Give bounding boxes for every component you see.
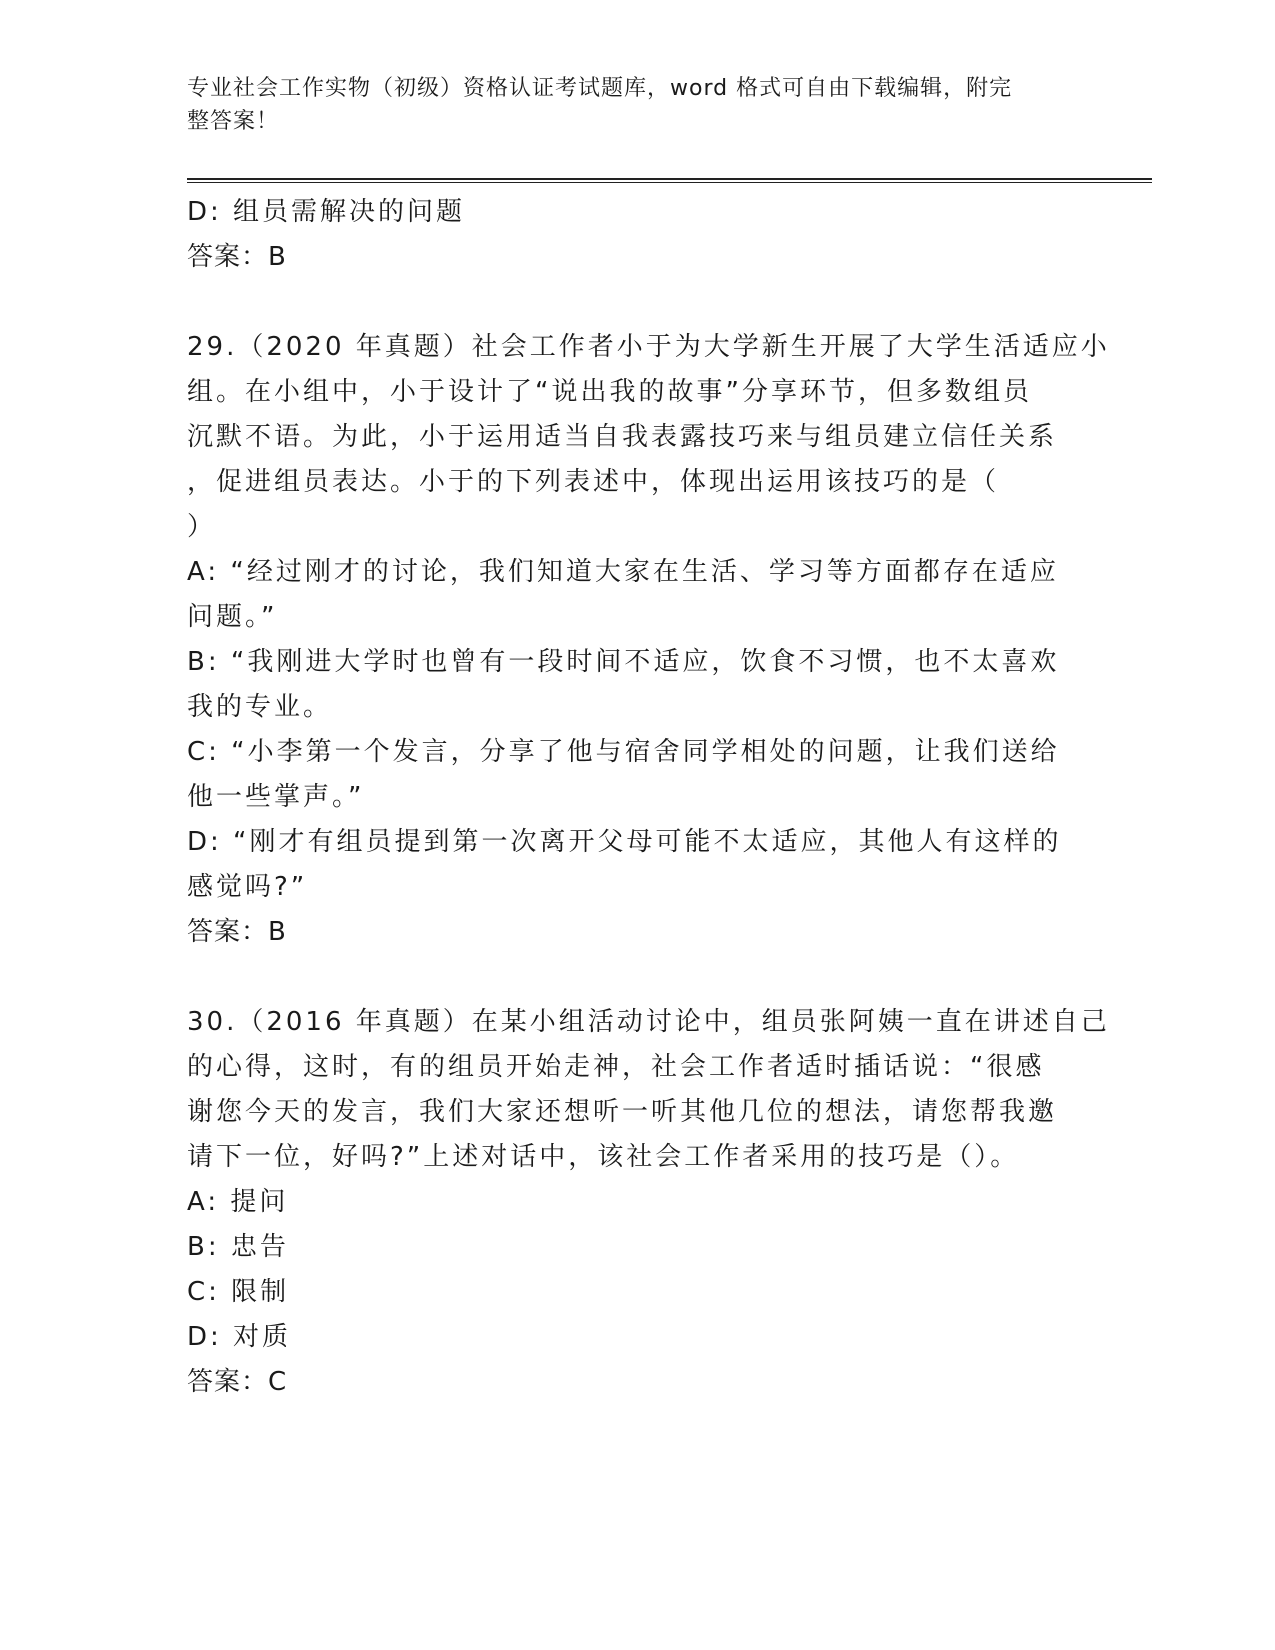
question-29-option-d [187,820,1087,910]
option-line: C: “小李第一个发言，分享了他与宿舍同学相处的问题，让我们送给 [187,737,1060,767]
question-stem-line: 谢您今天的发言，我们大家还想听一听其他几位的想法，请您帮我邀 [187,1097,1058,1127]
page-header [187,72,1067,138]
option-line: A: “经过刚才的讨论，我们知道大家在生活、学习等方面都存在适应 [187,557,1059,587]
option-line: 问题。” [187,602,278,632]
question-30-option-b: B: 忠告 [187,1232,289,1262]
question-stem-line: 沉默不语。为此，小于运用适当自我表露技巧来与组员建立信任关系 [187,422,1058,452]
document-body [187,190,1110,1405]
answer-label: 答案：B [187,917,287,947]
question-stem-line: ） [187,512,217,542]
question-30 [187,1000,1110,1405]
header-title-line-1: 专业社会工作实物（初级）资格认证考试题库，word 格式可自由下载编辑，附完 [187,76,1013,101]
option-line: B: “我刚进大学时也曾有一段时间不适应，饮食不习惯，也不太喜欢 [187,647,1060,677]
question-30-option-c: C: 限制 [187,1277,290,1307]
prev-question [187,190,1087,280]
option-line: 他一些掌声。” [187,782,365,812]
question-29-option-b [187,640,1087,730]
question-stem-line: 29.（2020 年真题）社会工作者小于为大学新生开展了大学生活适应小 [187,332,1110,362]
question-stem-line: 的心得，这时，有的组员开始走神，社会工作者适时插话说：“很感 [187,1052,1045,1082]
question-stem-line: 组。在小组中，小于设计了“说出我的故事”分享环节，但多数组员 [187,377,1032,407]
question-29 [187,325,1110,955]
header-title-line-2: 整答案！ [187,109,280,134]
header-divider [187,178,1152,183]
spacer [187,280,1087,325]
spacer [187,955,1087,1000]
question-stem-line: ，促进组员表达。小于的下列表述中，体现出运用该技巧的是（ [187,467,1000,497]
question-30-option-a: A: 提问 [187,1187,289,1217]
question-30-stem [187,1000,1110,1180]
question-stem-line: 请下一位，好吗?”上述对话中，该社会工作者采用的技巧是（）。 [187,1142,1020,1172]
question-29-option-c [187,730,1087,820]
question-29-option-a [187,550,1087,640]
option-line: D: “刚才有组员提到第一次离开父母可能不太适应，其他人有这样的 [187,827,1062,857]
question-30-option-d: D: 对质 [187,1322,292,1352]
option-line: 感觉吗?” [187,872,308,902]
question-29-stem [187,325,1110,550]
answer-label: 答案：C [187,1367,288,1397]
option-d: D: 组员需解决的问题 [187,197,466,227]
question-stem-line: 30.（2016 年真题）在某小组活动讨论中，组员张阿姨一直在讲述自己 [187,1007,1110,1037]
answer-label: 答案：B [187,242,287,272]
option-line: 我的专业。 [187,692,333,722]
